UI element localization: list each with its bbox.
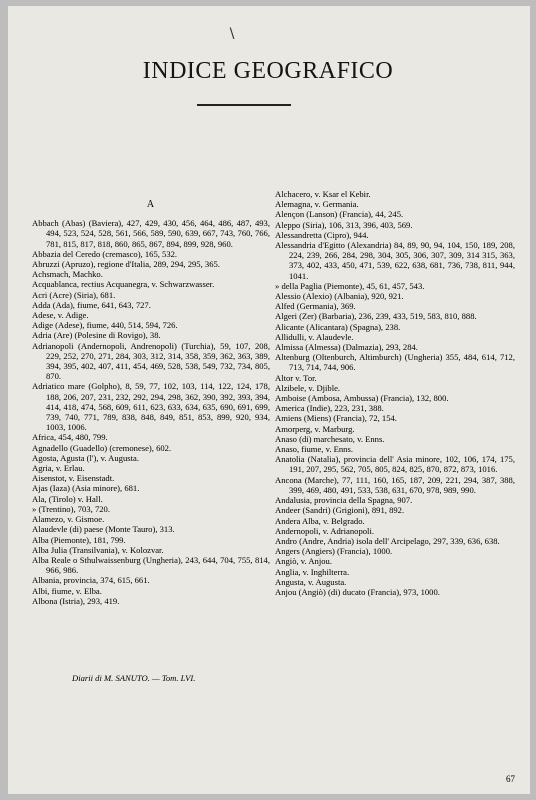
- index-entry: Allidulli, v. Alaudevle.: [275, 331, 354, 342]
- index-entry: Adige (Adese), fiume, 440, 514, 594, 726.: [32, 320, 178, 331]
- index-entry: Algeri (Zer) (Barbaria), 236, 239, 433, 519, 583, 810, 888.: [275, 311, 477, 322]
- right-entry-list: [275, 189, 515, 597]
- index-entry: Amboise (Ambosa, Ambussa) (Francia), 132, 800.: [275, 393, 449, 404]
- index-entry: Ala, (Tirolo) v. Hall.: [32, 493, 103, 504]
- index-entry: Alba Julia (Transilvania), v. Kolozvar.: [32, 544, 164, 555]
- index-entry: Anjou (Angiò) (di) ducato (Francia), 973, 1000.: [275, 586, 440, 597]
- index-entry: » (Trentino), 703, 720.: [32, 503, 110, 514]
- index-entry: America (Indie), 223, 231, 388.: [275, 403, 384, 414]
- index-entry: Agria, v. Erlau.: [32, 463, 85, 474]
- index-entry: Anglia, v. Inghilterra.: [275, 566, 350, 577]
- index-entry: Ancona (Marche), 77, 111, 160, 165, 187, 209, 221, 294, 387, 388, 399, 469, 480, 491, 533, 538, 631, 670, 978, 989, 990.: [275, 474, 515, 495]
- index-entry: Albona (Istria), 293, 419.: [32, 595, 120, 606]
- index-entry: Altenburg (Oltenburch, Altimburch) (Ungheria) 355, 484, 614, 712, 713, 714, 744, 906.: [275, 352, 515, 373]
- index-entry: Anatolia (Natalia), provincia dell' Asia minore, 102, 106, 174, 175, 191, 207, 295, 562, 705, 805, 824, 825, 870, 872, 873, 1016.: [275, 454, 515, 475]
- index-entry: Adria (Are) (Polesine di Rovigo), 38.: [32, 330, 161, 341]
- index-entry: Andernopoli, v. Adrianopoli.: [275, 525, 374, 536]
- footer-note: Diarii di M. SANUTO. — Tom. LVI.: [72, 673, 196, 683]
- page-number: 67: [506, 774, 515, 784]
- index-entry: Alessandretta (Cipro), 944.: [275, 229, 369, 240]
- index-entry: Acri (Acre) (Siria), 681.: [32, 289, 116, 300]
- index-entry: Anaso, fiume, v. Enns.: [275, 444, 353, 455]
- index-entry: Aleppo (Siria), 106, 313, 396, 403, 569.: [275, 219, 413, 230]
- index-entry: Alemagna, v. Germania.: [275, 199, 359, 210]
- index-entry: Adda (Ada), fiume, 641, 643, 727.: [32, 299, 151, 310]
- index-entry: Adrianopoli (Andernopoli, Andrenopoli) (Turchia), 59, 107, 208, 229, 252, 270, 271, 284, 303, 312, 314, 358, 359, 362, 363, 389, 394, 395, 402, 407, 411, 454, 469, 528, 538, 549, 732, 734, 805, 870.: [32, 340, 270, 382]
- index-entry: Andeer (Sandri) (Grigioni), 891, 892.: [275, 505, 405, 516]
- index-entry: Adriatico mare (Golpho), 8, 59, 77, 102, 103, 114, 122, 124, 178, 188, 206, 207, 231, 232, 292, 294, 298, 362, 390, 392, 393, 394, 414, 418, 474, 568, 609, 611, 623, 633, 634, 635, 690, 691, 699, 739, 740, 771, 789, 838, 848, 849, 851, 853, 899, 920, 934, 1003, 1006.: [32, 381, 270, 433]
- index-entry: Almissa (Almessa) (Dalmazia), 293, 284.: [275, 342, 418, 353]
- index-entry: Abruzzi (Apruzo), regione d'Italia, 289, 294, 295, 365.: [32, 259, 220, 270]
- index-entry: Andera Alba, v. Belgrado.: [275, 515, 365, 526]
- index-entry: Africa, 454, 480, 799.: [32, 432, 108, 443]
- index-entry: Abbazia del Ceredo (cremasco), 165, 532.: [32, 248, 178, 259]
- index-entry: Anaso (di) marchesato, v. Enns.: [275, 433, 385, 444]
- index-entry: Agnadello (Guadello) (cremonese), 602.: [32, 442, 172, 453]
- right-column: [275, 189, 515, 597]
- ink-mark: ∖: [227, 27, 236, 42]
- left-entry-list: [32, 218, 270, 606]
- index-entry: Andro (Andre, Andria) isola dell' Arcipelago, 297, 339, 636, 638.: [275, 535, 500, 546]
- title-rule: [197, 104, 291, 106]
- index-entry: » della Paglia (Piemonte), 45, 61, 457, 543.: [275, 280, 425, 291]
- index-entry: Altor v. Tor.: [275, 372, 317, 383]
- index-entry: Albania, provincia, 374, 615, 661.: [32, 575, 150, 586]
- index-entry: Angiò, v. Anjou.: [275, 556, 332, 567]
- page-title: INDICE GEOGRAFICO: [142, 58, 394, 84]
- index-entry: Andalusia, provincia della Spagna, 907.: [275, 495, 413, 506]
- index-entry: Angers (Angiers) (Francia), 1000.: [275, 546, 393, 557]
- index-entry: Alzibele, v. Djible.: [275, 382, 341, 393]
- index-entry: Alessio (Alexio) (Albania), 920, 921.: [275, 291, 404, 302]
- index-entry: Alchacero, v. Ksar el Kebir.: [275, 189, 371, 199]
- index-entry: Aisenstot, v. Eisenstadt.: [32, 473, 115, 484]
- index-entry: Alençon (Lanson) (Francia), 44, 245.: [275, 209, 404, 220]
- index-entry: Alicante (Alicantara) (Spagna), 238.: [275, 321, 401, 332]
- left-column: [32, 200, 270, 606]
- index-entry: Alamezo, v. Gismoe.: [32, 514, 105, 525]
- index-entry: Alaudevle (di) paese (Monte Tauro), 313.: [32, 524, 175, 535]
- index-entry: Agosta, Agusta (l'), v. Augusta.: [32, 452, 139, 463]
- section-letter: A: [146, 199, 156, 210]
- index-entry: Achsmach, Machko.: [32, 269, 103, 280]
- index-entry: Ajas (Iaza) (Asia minore), 681.: [32, 483, 140, 494]
- index-entry: Alessandria d'Egitto (Alexandria) 84, 89, 90, 94, 104, 150, 189, 208, 224, 239, 266, 284, 298, 304, 305, 306, 307, 309, 314 315, 363, 373, 402, 433, 450, 471, 539, 622, 638, 681, 736, 738, 811, 944, 1041.: [275, 240, 515, 281]
- index-entry: Alba Reale o Sthulwaissenburg (Ungheria), 243, 644, 704, 755, 814, 966, 986.: [32, 554, 270, 576]
- index-entry: Acquablanca, rectius Acquanegra, v. Schwarzwasser.: [32, 279, 215, 290]
- index-entry: Abbach (Abas) (Baviera), 427, 429, 430, 456, 464, 486, 487, 493, 494, 523, 524, 528, 561, 566, 589, 590, 639, 667, 743, 760, 766, 781, 815, 817, 818, 860, 865, 867, 894, 899, 928, 960.: [32, 218, 270, 249]
- index-entry: Amiens (Miens) (Francia), 72, 154.: [275, 413, 397, 424]
- index-entry: Amorperg, v. Marburg.: [275, 423, 355, 434]
- index-entry: Alba (Piemonte), 181, 799.: [32, 534, 126, 545]
- index-entry: Adese, v. Adige.: [32, 310, 89, 321]
- index-entry: Angusta, v. Augusta.: [275, 576, 347, 587]
- index-entry: Albi, fiume, v. Elba.: [32, 585, 102, 596]
- index-entry: Alfed (Germania), 369.: [275, 301, 356, 312]
